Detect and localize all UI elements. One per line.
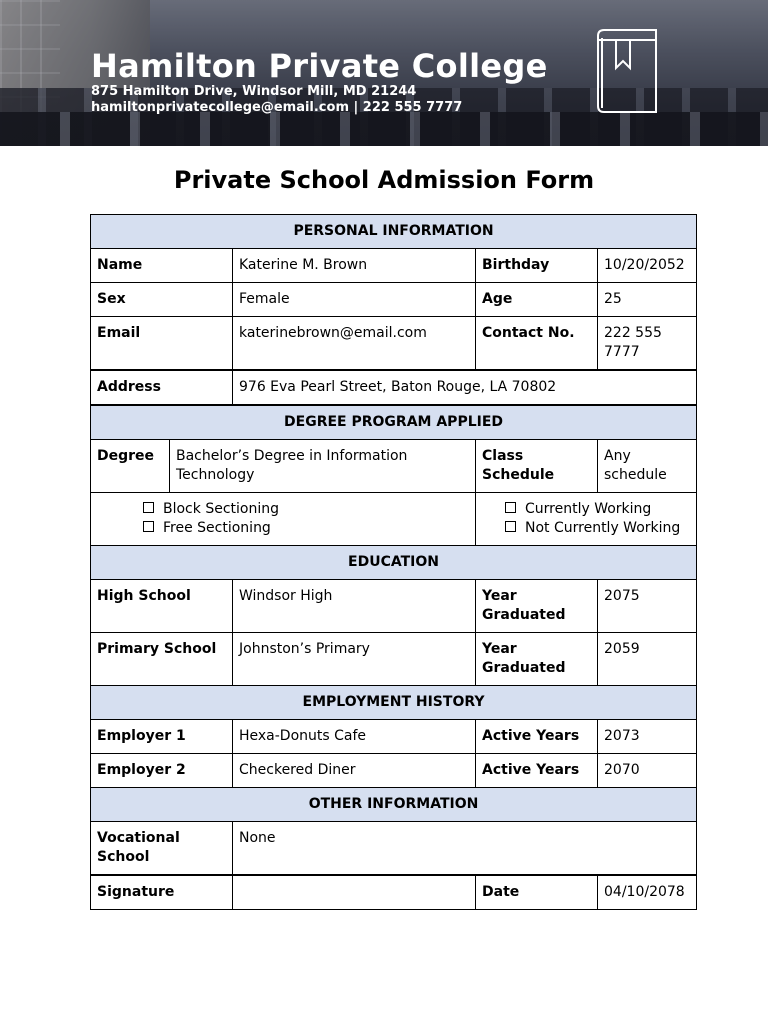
employer-2-value[interactable]: Checkered Diner	[233, 754, 476, 788]
birthday-label: Birthday	[476, 249, 598, 283]
high-school-label: High School	[91, 580, 233, 633]
age-label: Age	[476, 283, 598, 317]
admission-form	[90, 214, 697, 910]
option-label: Free Sectioning	[163, 520, 271, 536]
contact-value[interactable]: 222 555 7777	[598, 317, 697, 371]
checkbox-icon[interactable]	[143, 521, 154, 532]
email-label: Email	[91, 317, 233, 371]
degree-value[interactable]: Bachelor’s Degree in Information Technology	[170, 440, 476, 493]
high-year-value[interactable]: 2075	[598, 580, 697, 633]
form-title: Private School Admission Form	[173, 166, 595, 194]
employer-2-years-value[interactable]: 2070	[598, 754, 697, 788]
degree-label: Degree	[91, 440, 170, 493]
working-options	[476, 493, 697, 546]
option-label: Block Sectioning	[163, 501, 279, 517]
high-school-value[interactable]: Windsor High	[233, 580, 476, 633]
header-banner	[0, 0, 768, 146]
email-value[interactable]: katerinebrown@email.com	[233, 317, 476, 371]
employer-1-years-label: Active Years	[476, 720, 598, 754]
college-address: 875 Hamilton Drive, Windsor Mill, MD 21244	[91, 84, 417, 99]
vocational-label: Vocational School	[91, 822, 233, 876]
checkbox-icon[interactable]	[505, 502, 516, 513]
birthday-value[interactable]: 10/20/2052	[598, 249, 697, 283]
signature-label: Signature	[91, 875, 233, 910]
sectioning-options	[91, 493, 476, 546]
employer-1-label: Employer 1	[91, 720, 233, 754]
section-personal-information: PERSONAL INFORMATION	[91, 215, 697, 249]
checkbox-icon[interactable]	[505, 521, 516, 532]
primary-school-label: Primary School	[91, 633, 233, 686]
primary-year-value[interactable]: 2059	[598, 633, 697, 686]
schedule-label: Class Schedule	[476, 440, 598, 493]
name-value[interactable]: Katerine M. Brown	[233, 249, 476, 283]
section-employment-history: EMPLOYMENT HISTORY	[91, 686, 697, 720]
option-label: Not Currently Working	[525, 520, 681, 536]
section-degree-program: DEGREE PROGRAM APPLIED	[91, 405, 697, 440]
signature-field[interactable]	[233, 875, 476, 910]
option-free-sectioning[interactable]	[143, 519, 469, 538]
name-label: Name	[91, 249, 233, 283]
primary-year-label: Year Graduated	[476, 633, 598, 686]
section-other-information: OTHER INFORMATION	[91, 788, 697, 822]
college-contact: hamiltonprivatecollege@email.com | 222 555 7777	[91, 100, 463, 115]
primary-school-value[interactable]: Johnston’s Primary	[233, 633, 476, 686]
schedule-value[interactable]: Any schedule	[598, 440, 697, 493]
age-value[interactable]: 25	[598, 283, 697, 317]
option-block-sectioning[interactable]	[143, 500, 469, 519]
employer-2-label: Employer 2	[91, 754, 233, 788]
checkbox-icon[interactable]	[143, 502, 154, 513]
section-education: EDUCATION	[91, 546, 697, 580]
option-label: Currently Working	[525, 501, 652, 517]
high-year-label: Year Graduated	[476, 580, 598, 633]
option-not-currently-working[interactable]	[505, 519, 690, 538]
sex-value[interactable]: Female	[233, 283, 476, 317]
vocational-value[interactable]: None	[233, 822, 697, 876]
address-label: Address	[91, 370, 233, 405]
employer-1-years-value[interactable]: 2073	[598, 720, 697, 754]
address-value[interactable]: 976 Eva Pearl Street, Baton Rouge, LA 70802	[233, 370, 697, 405]
date-label: Date	[476, 875, 598, 910]
employer-1-value[interactable]: Hexa-Donuts Cafe	[233, 720, 476, 754]
book-icon	[594, 28, 662, 114]
date-value[interactable]: 04/10/2078	[598, 875, 697, 910]
contact-label: Contact No.	[476, 317, 598, 371]
option-currently-working[interactable]	[505, 500, 690, 519]
college-name: Hamilton Private College	[91, 47, 548, 85]
sex-label: Sex	[91, 283, 233, 317]
employer-2-years-label: Active Years	[476, 754, 598, 788]
